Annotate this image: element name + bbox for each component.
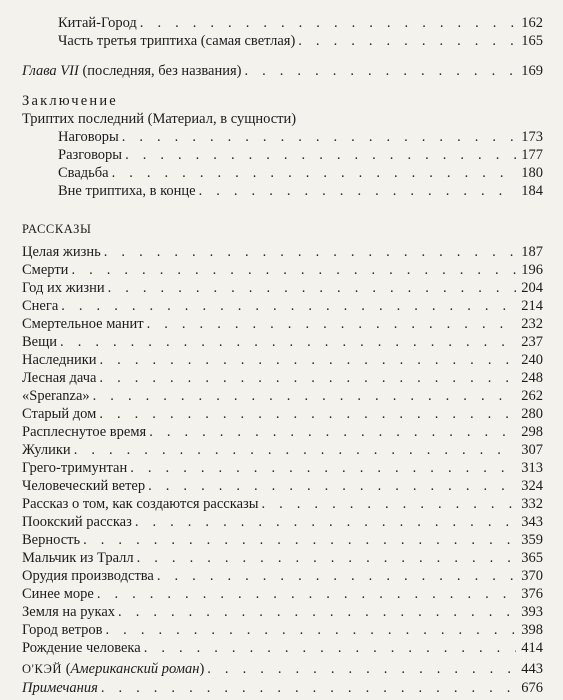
leader-dots [149, 423, 516, 441]
toc-entry-page: 262 [521, 388, 543, 404]
leader-dots [93, 387, 516, 405]
toc-entry[interactable] [22, 585, 543, 603]
toc-entry-title: Синее море [22, 586, 94, 602]
toc-entry[interactable] [22, 531, 543, 549]
toc-entry-page: 232 [521, 316, 543, 332]
toc-entry-page: 237 [521, 334, 543, 350]
toc-entry-title: Снега [22, 298, 59, 314]
toc-entry-title: Жулики [22, 442, 71, 458]
leader-dots [135, 513, 516, 531]
toc-entry-page: 187 [521, 244, 543, 260]
leader-dots [99, 369, 516, 387]
leader-dots [157, 567, 516, 585]
toc-entry-page: 414 [521, 640, 543, 656]
toc-entry[interactable] [22, 387, 543, 405]
toc-entry-title: Поокский рассказ [22, 514, 132, 530]
toc-entry[interactable] [22, 549, 543, 567]
okay-subtitle-italic: Американский роман [70, 661, 200, 677]
conclusion-heading: Заключение [22, 93, 118, 109]
chapter-title-rest: (последняя, без названия) [78, 63, 242, 79]
leader-dots [148, 477, 516, 495]
toc-entry[interactable] [22, 315, 543, 333]
toc-entry-page: 365 [521, 550, 543, 566]
leader-dots [106, 621, 516, 639]
toc-entry-page: 240 [521, 352, 543, 368]
leader-dots [104, 243, 516, 261]
leader-dots [261, 495, 516, 513]
toc-entry[interactable] [22, 441, 543, 459]
toc-entry[interactable] [58, 14, 543, 32]
toc-entry-title: Человеческий ветер [22, 478, 146, 494]
toc-entry-title: Расплеснутое время [22, 424, 147, 440]
toc-entry[interactable] [22, 513, 543, 531]
toc-entry-title: Старый дом [22, 406, 97, 422]
toc-entry-page: 443 [521, 661, 543, 677]
toc-entry-page: 280 [521, 406, 543, 422]
toc-entry-title: Орудия производства [22, 568, 154, 584]
toc-entry[interactable] [58, 32, 543, 50]
toc-entry-page: 307 [521, 442, 543, 458]
toc-entry[interactable] [58, 164, 543, 182]
leader-dots [108, 279, 516, 297]
conclusion-subtitle: Триптих последний (Материал, в сущности) [22, 111, 297, 127]
leader-dots [118, 603, 516, 621]
toc-entry-page: 173 [521, 129, 543, 145]
toc-entry-title: О'КЭЙ (Американский роман) [22, 661, 205, 677]
toc-entry[interactable] [58, 128, 543, 146]
leader-dots [147, 315, 516, 333]
leader-dots [130, 459, 516, 477]
toc-entry-page: 204 [521, 280, 543, 296]
toc-entry[interactable] [22, 567, 543, 585]
toc-entry-page: 376 [521, 586, 543, 602]
toc-entry[interactable] [22, 423, 543, 441]
leader-dots [137, 549, 516, 567]
toc-entry[interactable] [58, 182, 543, 200]
chapter-title-italic: Глава VII [22, 63, 79, 79]
toc-entry-page: 359 [521, 532, 543, 548]
leader-dots [122, 128, 516, 146]
leader-dots [101, 679, 516, 697]
leader-dots [100, 351, 516, 369]
toc-entry-title [22, 62, 241, 80]
toc-entry-page: 393 [521, 604, 543, 620]
leader-dots [144, 639, 516, 657]
toc-entry-title: Вещи [22, 334, 58, 350]
toc-entry[interactable] [22, 459, 543, 477]
leader-dots [199, 182, 516, 200]
leader-dots [60, 333, 516, 351]
toc-entry-title: Разговоры [58, 147, 123, 163]
leader-dots [83, 531, 516, 549]
toc-entry-page: 298 [521, 424, 543, 440]
toc-entry-title: Мальчик из Тралл [22, 550, 134, 566]
okay-title-caps: О'КЭЙ [22, 662, 63, 676]
toc-entry-page: 398 [521, 622, 543, 638]
toc-entry-page: 370 [521, 568, 543, 584]
toc-entry-page: 343 [521, 514, 543, 530]
leader-dots [74, 441, 516, 459]
toc-entry-title: Лесная дача [22, 370, 97, 386]
leader-dots [244, 62, 516, 80]
toc-entry-title: Город ветров [22, 622, 103, 638]
toc-entry[interactable] [22, 351, 543, 369]
toc-entry-page: 196 [521, 262, 543, 278]
toc-entry[interactable] [22, 333, 543, 351]
toc-entry-page: 324 [521, 478, 543, 494]
toc-entry[interactable] [22, 477, 543, 495]
toc-entry-page: 180 [521, 165, 543, 181]
toc-entry-page: 169 [521, 63, 543, 79]
toc-entry-title: Целая жизнь [22, 244, 101, 260]
toc-entry-notes[interactable] [22, 679, 543, 697]
leader-dots [97, 585, 516, 603]
toc-entry-page: 165 [521, 33, 543, 49]
toc-entry-title: Часть третья триптиха (самая светлая) [58, 33, 296, 49]
toc-entry[interactable] [58, 146, 543, 164]
toc-entry-title: Смерти [22, 262, 69, 278]
toc-entry-title: Вне триптиха, в конце [58, 183, 196, 199]
toc-entry[interactable] [22, 261, 543, 279]
toc-entry-title: Свадьба [58, 165, 109, 181]
leader-dots [207, 660, 516, 678]
toc-entry[interactable] [22, 405, 543, 423]
toc-entry-title: Наследники [22, 352, 97, 368]
toc-entry-page: 177 [521, 147, 543, 163]
toc-entry-title: Примечания [22, 680, 98, 696]
toc-entry-chapter-7[interactable] [22, 62, 543, 80]
toc-entry-page: 332 [521, 496, 543, 512]
toc-entry-okay[interactable] [22, 660, 543, 678]
toc-entry-title: Рассказ о том, как создаются рассказы [22, 496, 259, 512]
toc-entry-title: Верность [22, 532, 81, 548]
toc-entry-title: Земля на руках [22, 604, 116, 620]
leader-dots [298, 32, 516, 50]
stories-heading: РАССКАЗЫ [22, 222, 92, 236]
toc-entry[interactable] [22, 639, 543, 657]
leader-dots [140, 14, 516, 32]
leader-dots [61, 297, 516, 315]
toc-entry[interactable] [22, 621, 543, 639]
toc-entry-page: 676 [521, 680, 543, 696]
toc-entry-title: Наговоры [58, 129, 119, 145]
toc-entry-page: 184 [521, 183, 543, 199]
toc-entry-page: 248 [521, 370, 543, 386]
leader-dots [125, 146, 516, 164]
toc-entry-title: Китай-Город [58, 15, 137, 31]
toc-entry[interactable] [22, 297, 543, 315]
leader-dots [71, 261, 516, 279]
toc-entry-page: 214 [521, 298, 543, 314]
toc-entry[interactable] [22, 495, 543, 513]
toc-entry-title: Год их жизни [22, 280, 105, 296]
toc-entry-title: Рождение человека [22, 640, 141, 656]
toc-entry[interactable] [22, 243, 543, 261]
toc-entry[interactable] [22, 603, 543, 621]
toc-entry-title: Смертельное манит [22, 316, 144, 332]
leader-dots [99, 405, 516, 423]
toc-entry-title: Грего-тримунтан [22, 460, 128, 476]
toc-entry[interactable] [22, 369, 543, 387]
toc-entry-page: 313 [521, 460, 543, 476]
leader-dots [112, 164, 516, 182]
toc-entry-page: 162 [521, 15, 543, 31]
toc-entry[interactable] [22, 279, 543, 297]
toc-entry-title: «Speranza» [22, 388, 90, 404]
